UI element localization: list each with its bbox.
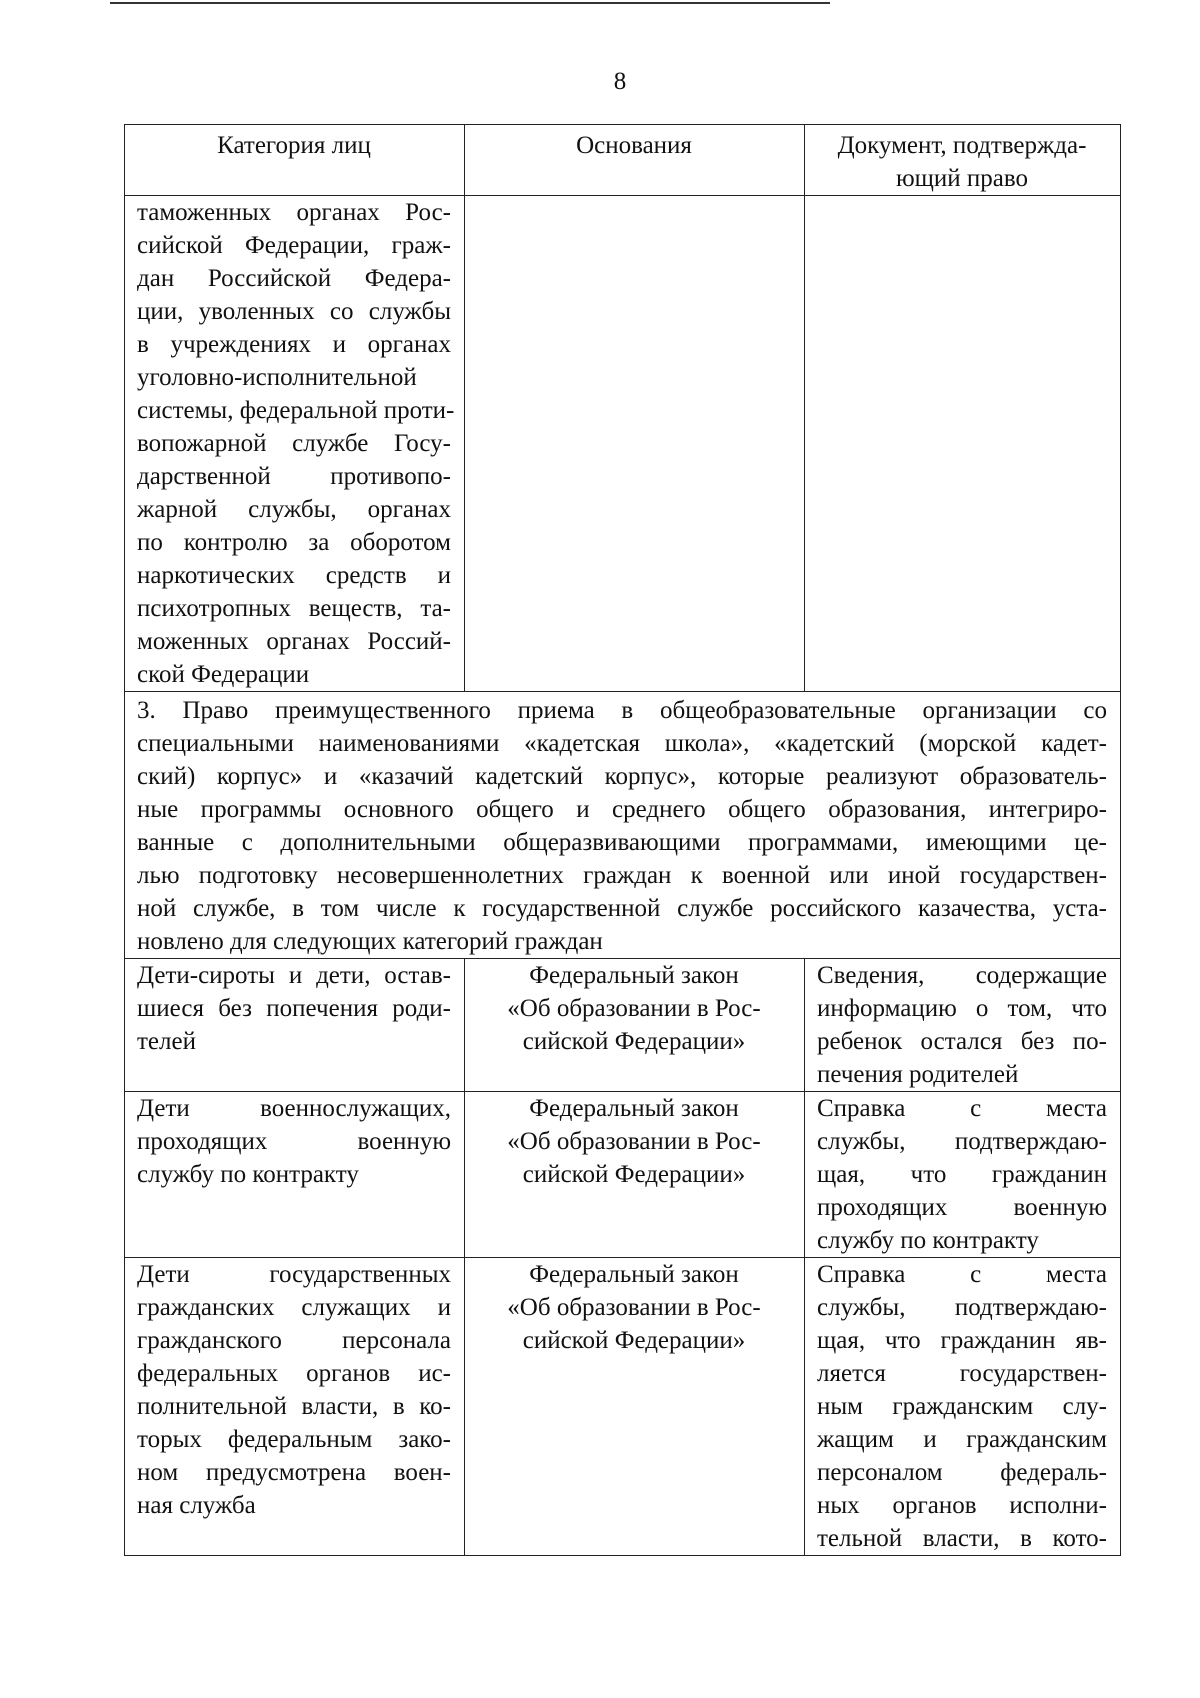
cell-line: дарственной противопо- (137, 463, 451, 490)
header-document: Документ, подтвержда- ющий право (805, 125, 1121, 196)
header-grounds: Основания (465, 125, 805, 196)
grounds-cell: Федеральный закон «Об образовании в Рос- сийской Федерации» (465, 1258, 805, 1556)
table-header-row (125, 125, 1121, 196)
cell-line: ции, уволенных со службы (137, 298, 451, 325)
table-row (125, 959, 1121, 1092)
cell-line: по контролю за оборотом (137, 529, 451, 556)
section-3-text: 3. Право преимущественного приема в общеобразовательные организации со специальными наименованиями «кадетская школа», «кадетский (морской кадет- ский) корпус» и «казачий кадетский корпус», которые реализуют образователь- ные программы основного общего и среднего общего образования, интегриро- ванные с дополнительными общеразвивающими программами, имеющими це- лью подготовку несовершеннолетних граждан к военной или иной государствен- ной службе, в том числе к государственной службе российского казачества, уста- новлено для следующих категорий граждан (125, 692, 1121, 959)
cell-line: вопожарной службе Госу- (137, 430, 451, 457)
grounds-cell: Федеральный закон «Об образовании в Рос- сийской Федерации» (465, 959, 805, 1092)
table-row (125, 1092, 1121, 1258)
cell-line: таможенных органах Рос- (137, 199, 451, 226)
grounds-cell: Федеральный закон «Об образовании в Рос- сийской Федерации» (465, 1092, 805, 1258)
cell-line: в учреждениях и органах (137, 331, 451, 358)
table-row (125, 196, 1121, 692)
header-category: Категория лиц (125, 125, 465, 196)
cell-line: системы, федеральной проти- (137, 397, 455, 424)
cell-line: наркотических средств и (137, 562, 451, 589)
scan-edge-line (110, 2, 830, 4)
cell-line: жарной службы, органах (137, 496, 451, 523)
cell-line: сийской Федерации, граж- (137, 232, 451, 259)
cell-line: дан Российской Федера- (137, 265, 451, 292)
cell-line: ской Федерации (137, 661, 310, 688)
cell-line: психотропных веществ, та- (137, 595, 451, 622)
document-cell: Сведения, содержащие информацию о том, что ребенок остался без по- печения родителей (805, 959, 1121, 1092)
document-cell: Справка с места службы, подтверждаю- щая, что гражданин яв- ляется государствен- ным гражданским слу- жащим и гражданским персоналом федераль- ных органов исполни- тельной власти, в кото- (805, 1258, 1121, 1556)
category-cell: Дети государственных гражданских служащих и гражданского персонала федеральных органов ис- полнительной власти, в ко- торых федеральным зако- ном предусмотрена воен- ная служба (125, 1258, 465, 1556)
section-3-row (125, 692, 1121, 959)
category-cell: Дети-сироты и дети, остав- шиеся без попечения роди- телей (125, 959, 465, 1092)
page-number: 8 (613, 68, 627, 95)
document-cell: Справка с места службы, подтверждаю- щая, что гражданин проходящих военную службу по контракту (805, 1092, 1121, 1258)
privileges-table (124, 124, 1121, 1556)
category-cell (125, 196, 465, 692)
category-cell: Дети военнослужащих, проходящих военную службу по контракту (125, 1092, 465, 1258)
cell-line: уголовно-исполнительной (137, 364, 417, 391)
grounds-cell (465, 196, 805, 692)
table-row (125, 1258, 1121, 1556)
cell-line: моженных органах Россий- (137, 628, 451, 655)
document-cell (805, 196, 1121, 692)
